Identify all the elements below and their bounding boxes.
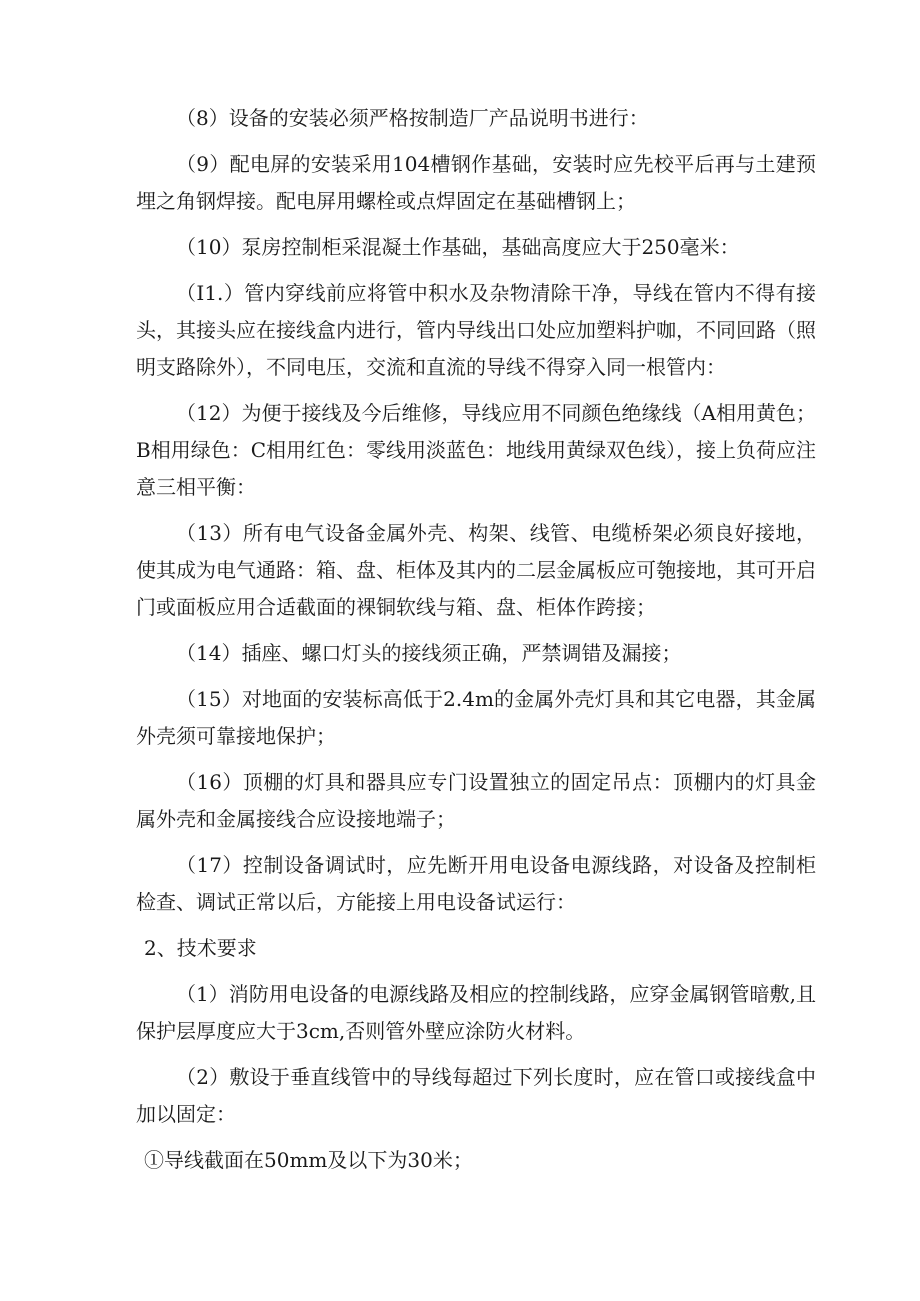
paragraph-item-16: （16）顶棚的灯具和器具应专门设置独立的固定吊点：顶棚内的灯具金属外壳和金属接线合应设接地端子； <box>136 770 816 831</box>
paragraph-item-15: （15）对地面的安装标高低于2.4m的金属外壳灯具和其它电器，其金属外壳须可靠接地保护； <box>136 687 816 748</box>
paragraph-requirement-2: （2）敷设于垂直线管中的导线每超过下列长度时，应在管口或接线盒中加以固定： <box>136 1065 816 1126</box>
paragraph-item-17: （17）控制设备调试时，应先断开用电设备电源线路，对设备及控制柜检查、调试正常以后，方能接上用电设备试运行： <box>136 853 816 914</box>
list-item-conductor-section: ①导线截面在50mm及以下为30米； <box>144 1148 473 1172</box>
paragraph-item-9: （9）配电屏的安装采用104槽钢作基础，安装时应先校平后再与土建预埋之角钢焊接。配电屏用螺栓或点焊固定在基础槽钢上； <box>136 152 816 213</box>
paragraph-item-11: （I1.）管内穿线前应将管中积水及杂物清除干净，导线在管内不得有接头，其接头应在接线盒内进行，管内导线出口处应加塑料护咖，不同回路（照明支路除外），不同电压，交流和直流的导线不得穿入同一根管内： <box>136 281 816 379</box>
section-heading-technical-requirements: 2、技术要求 <box>144 936 257 960</box>
document-body <box>136 100 816 1188</box>
paragraph-item-8: （8）设备的安装必须严格按制造厂产品说明书进行： <box>176 106 649 130</box>
paragraph-item-10: （10）泵房控制柜采混凝土作基础，基础高度应大于250毫米： <box>176 235 740 259</box>
paragraph-item-12: （12）为便于接线及今后维修，导线应用不同颜色绝缘线（A相用黄色；B相用绿色：C相用红色：零线用淡蓝色：地线用黄绿双色线），接上负荷应注意三相平衡： <box>136 401 816 499</box>
paragraph-requirement-1: （1）消防用电设备的电源线路及相应的控制线路，应穿金属钢管暗敷,且保护层厚度应大于3cm,否则管外壁应涂防火材料。 <box>136 982 816 1043</box>
paragraph-item-13: （13）所有电气设备金属外壳、构架、线管、电缆桥架必须良好接地，使其成为电气通路：箱、盘、柜体及其内的二层金属板应可匏接地，其可开启门或面板应用合适截面的裸铜软线与箱、盘、柜体作跨接； <box>136 521 816 619</box>
paragraph-item-14: （14）插座、螺口灯头的接线须正确，严禁调错及漏接； <box>176 641 682 665</box>
